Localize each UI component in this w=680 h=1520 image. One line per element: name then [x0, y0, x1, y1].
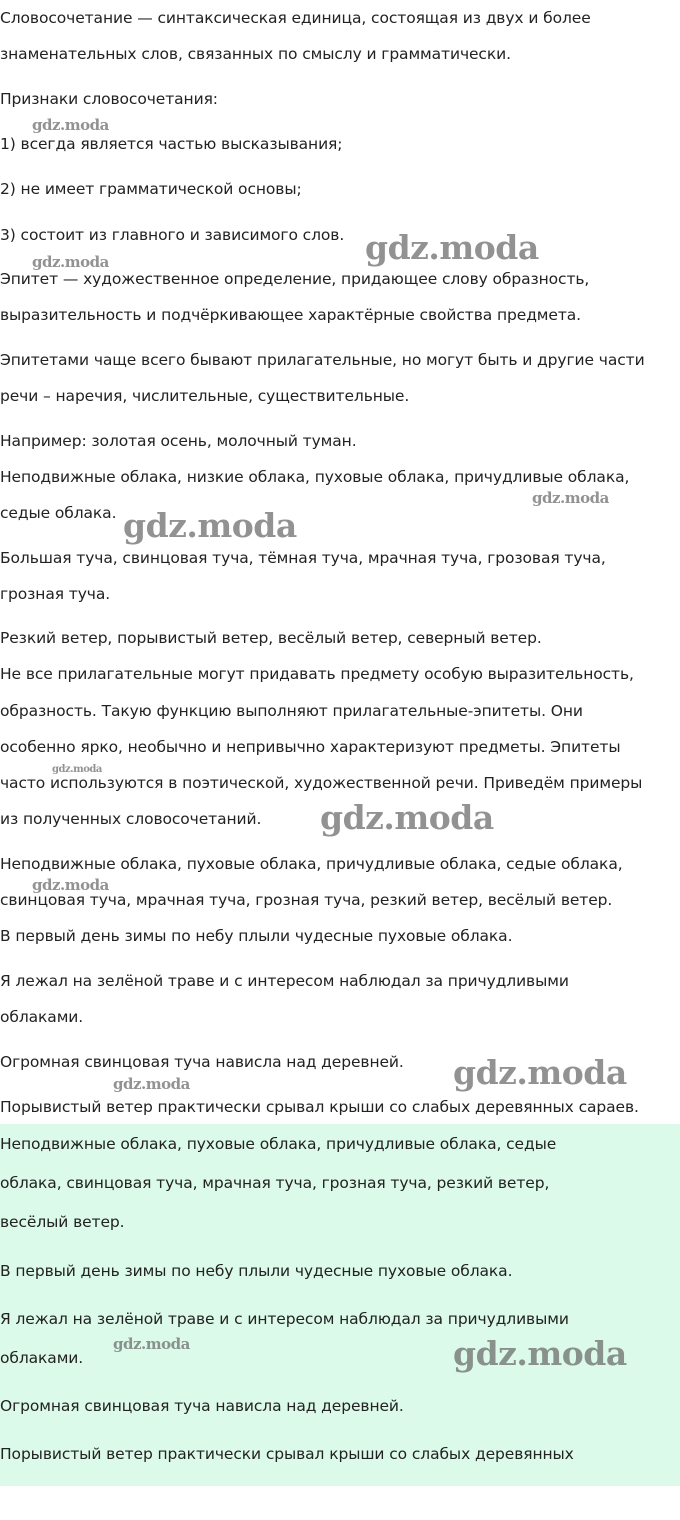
- text-line: Например: золотая осень, молочный туман.: [0, 432, 357, 450]
- watermark: gdz.moda: [123, 506, 297, 545]
- watermark: gdz.moda: [453, 1334, 627, 1373]
- text-line: седые облака.: [0, 504, 117, 522]
- text-line: Признаки словосочетания:: [0, 90, 218, 108]
- answer-line: весёлый ветер.: [0, 1213, 125, 1231]
- text-line: грозная туча.: [0, 585, 111, 603]
- watermark: gdz.moda: [52, 764, 102, 775]
- text-line: речи – наречия, числительные, существительные.: [0, 387, 410, 405]
- answer-line: Порывистый ветер практически срывал крыши со слабых деревянных: [0, 1445, 574, 1463]
- watermark: gdz.moda: [113, 1335, 190, 1353]
- text-line: 3) состоит из главного и зависимого слов.: [0, 226, 345, 244]
- watermark: gdz.moda: [32, 876, 109, 894]
- text-line: В первый день зимы по небу плыли чудесные пуховые облака.: [0, 927, 513, 945]
- answer-block: [0, 1124, 680, 1486]
- text-line: свинцовая туча, мрачная туча, грозная туча, резкий ветер, весёлый ветер.: [0, 891, 613, 909]
- watermark: gdz.moda: [113, 1075, 190, 1093]
- text-line: Порывистый ветер практически срывал крыши со слабых деревянных сараев.: [0, 1098, 639, 1116]
- watermark: gdz.moda: [320, 798, 494, 837]
- text-line: Я лежал на зелёной траве и с интересом наблюдал за причудливыми: [0, 972, 569, 990]
- text-line: 1) всегда является частью высказывания;: [0, 135, 343, 153]
- watermark: gdz.moda: [32, 116, 109, 134]
- text-line: Эпитетами чаще всего бывают прилагательные, но могут быть и другие части: [0, 351, 645, 369]
- text-line: Эпитет — художественное определение, придающее слову образность,: [0, 270, 590, 288]
- text-line: Не все прилагательные могут придавать предмету особую выразительность,: [0, 665, 634, 683]
- answer-line: облака, свинцовая туча, мрачная туча, грозная туча, резкий ветер,: [0, 1174, 550, 1192]
- watermark: gdz.moda: [365, 228, 539, 267]
- text-line: 2) не имеет грамматической основы;: [0, 180, 302, 198]
- answer-line: Неподвижные облака, пуховые облака, причудливые облака, седые: [0, 1135, 557, 1153]
- text-line: Огромная свинцовая туча нависла над деревней.: [0, 1053, 404, 1071]
- answer-line: В первый день зимы по небу плыли чудесные пуховые облака.: [0, 1262, 513, 1280]
- watermark: gdz.moda: [32, 253, 109, 271]
- answer-line: облаками.: [0, 1349, 84, 1367]
- text-line: Резкий ветер, порывистый ветер, весёлый ветер, северный ветер.: [0, 629, 542, 647]
- answer-line: Я лежал на зелёной траве и с интересом наблюдал за причудливыми: [0, 1310, 569, 1328]
- text-line: образность. Такую функцию выполняют прилагательные-эпитеты. Они: [0, 702, 583, 720]
- text-line: облаками.: [0, 1008, 84, 1026]
- text-line: часто используются в поэтической, художественной речи. Приведём примеры: [0, 774, 643, 792]
- text-line: выразительность и подчёркивающее характёрные свойства предмета.: [0, 306, 581, 324]
- text-line: знаменательных слов, связанных по смыслу и грамматически.: [0, 45, 511, 63]
- watermark: gdz.moda: [453, 1053, 627, 1092]
- watermark: gdz.moda: [532, 489, 609, 507]
- answer-line: Огромная свинцовая туча нависла над деревней.: [0, 1397, 404, 1415]
- text-line: из полученных словосочетаний.: [0, 810, 262, 828]
- text-line: Словосочетание — синтаксическая единица, состоящая из двух и более: [0, 9, 591, 27]
- text-line: особенно ярко, необычно и непривычно характеризуют предметы. Эпитеты: [0, 738, 621, 756]
- text-line: Неподвижные облака, низкие облака, пуховые облака, причудливые облака,: [0, 468, 630, 486]
- text-line: Неподвижные облака, пуховые облака, причудливые облака, седые облака,: [0, 855, 623, 873]
- text-line: Большая туча, свинцовая туча, тёмная туча, мрачная туча, грозовая туча,: [0, 549, 606, 567]
